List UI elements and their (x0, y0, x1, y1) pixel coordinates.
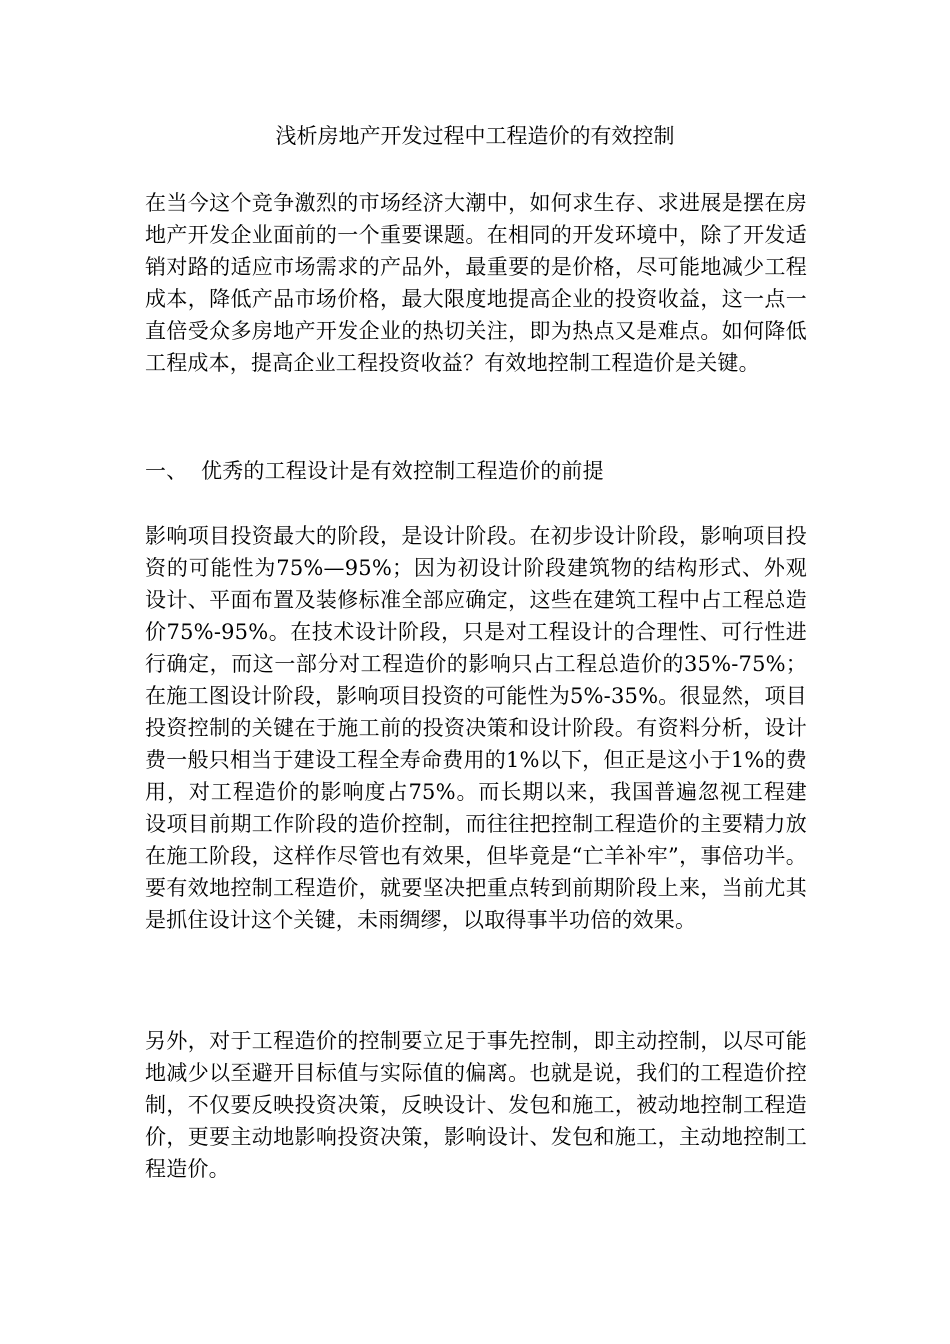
intro-paragraph: 在当今这个竞争激烈的市场经济大潮中，如何求生存、求进展是摆在房地产开发企业面前的一个重要课题。在相同的开发环境中，除了开发适销对路的适应市场需求的产品外，最重要的是价格，尽可能地减少工程成本，降低产品市场价格，最大限度地提高企业的投资收益，这一点一直倍受众多房地产开发企业的热切关注，即为热点又是难点。如何降低工程成本，提高企业工程投资收益？有效地控制工程造价是关键。 (145, 191, 807, 375)
section-heading-text: 优秀的工程设计是有效控制工程造价的前提 (201, 459, 604, 483)
body-paragraph-active-control: 另外，对于工程造价的控制要立足于事先控制，即主动控制，以尽可能地减少以至避开目标值与实际值的偏离。也就是说，我们的工程造价控制，不仅要反映投资决策，反映设计、发包和施工，被动地控制工程造价，更要主动地影响投资决策，影响设计、发包和施工，主动地控制工程造价。 (145, 1029, 807, 1181)
body-paragraph-design-stage: 影响项目投资最大的阶段，是设计阶段。在初步设计阶段，影响项目投资的可能性为75%—95%；因为初设计阶段建筑物的结构形式、外观设计、平面布置及装修标准全部应确定，这些在建筑工程中占工程总造价75%-95%。在技术设计阶段，只是对工程设计的合理性、可行性进行确定，而这一部分对工程造价的影响只占工程总造价的35%-75%；在施工图设计阶段，影响项目投资的可能性为5%-35%。很显然，项目投资控制的关键在于施工前的投资决策和设计阶段。有资料分析，设计费一般只相当于建设工程全寿命费用的1%以下，但正是这小于1%的费用，对工程造价的影响度占75%。而长期以来，我国普遍忽视工程建设项目前期工作阶段的造价控制，而往往把控制工程造价的主要精力放在施工阶段，这样作尽管也有效果，但毕竟是“亡羊补牢”，事倍功半。要有效地控制工程造价，就要坚决把重点转到前期阶段上来，当前尤其是抓住设计这个关键，未雨绸缪，以取得事半功倍的效果。 (145, 524, 807, 932)
section-number: 一、 (145, 459, 188, 483)
document-title: 浅析房地产开发过程中工程造价的有效控制 (275, 124, 675, 148)
section-heading (145, 455, 807, 487)
